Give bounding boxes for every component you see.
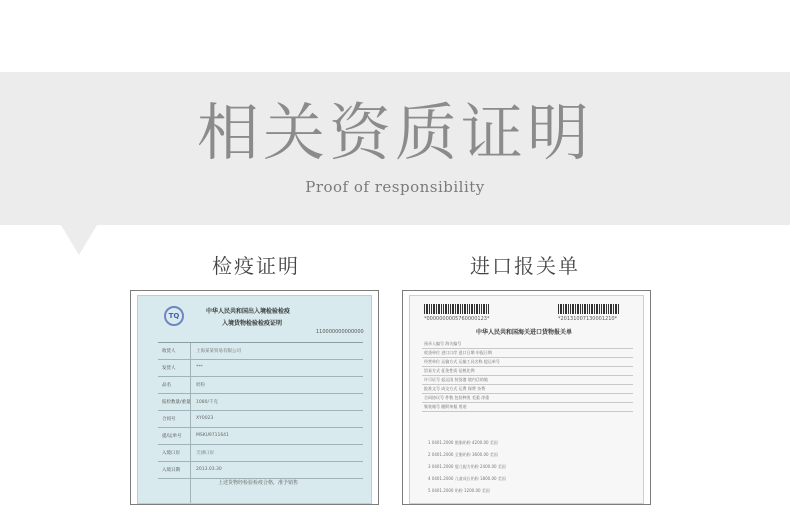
form-row (422, 358, 633, 367)
form-row (422, 403, 633, 412)
quarantine-cert-label: 检疫证明 (212, 254, 300, 278)
form-row (158, 428, 363, 445)
cert-serial: 110000000000000 (316, 329, 364, 335)
barcode-right-icon (558, 304, 619, 314)
form-label: 合同号 (162, 417, 176, 422)
ciq-seal-icon: TQ (164, 306, 184, 326)
form-value: 上海某某贸易有限公司 (196, 349, 241, 354)
form-row (158, 445, 363, 462)
customs-declaration-paper (409, 295, 644, 504)
form-value: *** (196, 365, 203, 370)
goods-line: 4 0401.2000 儿童成长奶粉 1800.00 美国 (428, 476, 506, 481)
form-value: 奶粉 (196, 383, 205, 388)
customs-declaration-label: 进口报关单 (470, 254, 580, 278)
goods-line: 5 0401.2000 奶粉 1200.00 美国 (428, 488, 490, 493)
form-value: MSKU9711641 (196, 433, 229, 438)
form-row (422, 367, 633, 376)
form-row (158, 360, 363, 377)
top-spacer (0, 0, 790, 72)
form-row (158, 343, 363, 360)
form-value: 1080/千克 (196, 400, 218, 405)
form-label: 报检数量/重量 (162, 400, 191, 405)
form-row (422, 385, 633, 394)
barcode-right-number: *20131007130001210* (558, 316, 618, 322)
form-value: 天津口岸 (196, 451, 214, 456)
form-row (158, 394, 363, 411)
goods-line: 2 0401.2000 全脂奶粉 3600.00 美国 (428, 452, 498, 457)
goods-line: 3 0401.2000 婴儿配方奶粉 2400.00 美国 (428, 464, 506, 469)
form-label: 预录入编号 海关编号 (424, 341, 462, 346)
form-label: 经营单位 运输方式 运输工具名称 提运单号 (424, 359, 500, 364)
cert-form (158, 342, 363, 503)
form-label: 提/运单号 (162, 434, 182, 439)
customs-declaration-image (402, 290, 651, 505)
form-row (158, 377, 363, 394)
barcode-left-number: *0000000005760000123* (424, 316, 490, 322)
form-label: 品名 (162, 383, 171, 388)
cert-heading-2: 入境货物检验检疫证明 (222, 320, 283, 327)
form-row (158, 462, 363, 479)
goods-line: 1 0401.2000 脱脂奶粉 4200.00 美国 (428, 440, 498, 445)
form-row (422, 349, 633, 358)
form-label: 集装箱号 随附单据 用途 (424, 404, 467, 409)
form-label: 发货人 (162, 366, 176, 371)
quarantine-cert-paper (137, 295, 372, 504)
cert-remark: 上述货物经检验检疫合格，准予销售 (218, 480, 299, 486)
banner-subtitle: Proof of responsibility (305, 178, 485, 196)
form-row (158, 411, 363, 428)
form-label: 入境日期 (162, 468, 180, 473)
form-label: 合同协议号 件数 包装种类 毛重 净重 (424, 395, 490, 400)
form-label: 收货人 (162, 349, 176, 354)
banner-pointer (61, 225, 97, 255)
customs-heading: 中华人民共和国海关进口货物报关单 (476, 329, 573, 336)
form-label: 收货单位 进口口岸 进口日期 申报日期 (424, 350, 492, 355)
form-label: 贸易方式 征免性质 征税比例 (424, 368, 475, 373)
form-label: 入境口岸 (162, 451, 180, 456)
form-value: XY0023 (196, 416, 214, 421)
form-row (422, 376, 633, 385)
section-banner (0, 72, 790, 225)
form-row (422, 394, 633, 403)
form-row (422, 340, 633, 349)
barcode-left-icon (424, 304, 489, 314)
form-value: 2013.03.30 (196, 467, 222, 472)
banner-title: 相关资质证明 (196, 96, 593, 169)
form-label: 批准文号 成交方式 运费 保费 杂费 (424, 386, 486, 391)
form-label: 许可证号 起运国 装货港 境内目的地 (424, 377, 488, 382)
quarantine-cert-image (130, 290, 379, 505)
cert-heading-1: 中华人民共和国出入境检验检疫 (206, 308, 291, 315)
